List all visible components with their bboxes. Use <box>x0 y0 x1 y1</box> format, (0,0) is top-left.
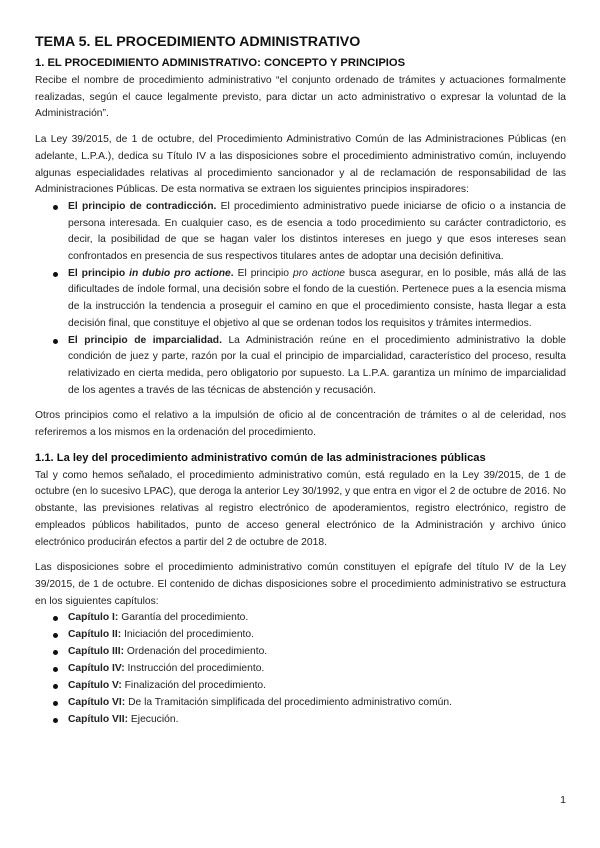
list-item: El principio de contradicción. El procedimiento administrativo puede iniciarse de oficio o a instancia de persona interesada. En cualquier caso, es de esencia a todo procedimiento su carácter contradictorio, es decir, la posibilidad de que se hagan valer los distintos intereses en juego y que esos intereses sean confrontados en presencia de sus respectivos titulares antes de adoptar una decisión definitiva. <box>68 199 566 266</box>
list-item: Capítulo II: Iniciación del procedimiento. <box>68 627 566 644</box>
bullet-icon <box>53 701 58 706</box>
bullet-icon <box>53 633 58 638</box>
bullet-icon <box>53 205 58 210</box>
bullet-icon <box>53 616 58 621</box>
bullet-icon <box>53 684 58 689</box>
list-item: El principio in dubio pro actione. El principio pro actione busca asegurar, en lo posible, más allá de las dificultades de índole formal, una decisión sobre el fondo de la cuestión. Pertenece pues a la esencia misma de la instrucción la tendencia a proseguir el camino en que el procedimiento consiste, hasta llegar a esta decisión final, que constituye el objetivo al que se ordenan todos los requisitos y trámites intermedios. <box>68 266 566 333</box>
bullet-icon <box>53 339 58 344</box>
page-title: TEMA 5. EL PROCEDIMIENTO ADMINISTRATIVO <box>35 34 361 50</box>
section-heading-1-1: 1.1. La ley del procedimiento administrativo común de las administraciones públicas <box>35 451 486 464</box>
list-item: Capítulo VII: Ejecución. <box>68 712 566 729</box>
bullet-icon <box>53 650 58 655</box>
section-heading-1: 1. EL PROCEDIMIENTO ADMINISTRATIVO: CONCEPTO Y PRINCIPIOS <box>35 57 406 69</box>
list-item: Capítulo I: Garantía del procedimiento. <box>68 610 566 627</box>
bullet-icon <box>53 718 58 723</box>
paragraph-ley-39-2015: La Ley 39/2015, de 1 de octubre, del Procedimiento Administrativo Común de las Administraciones Públicas (en adelante, L.P.A.), dedica su Título IV a las disposiciones sobre el procedimiento administrativo común, incluyendo algunas especialidades relativas al procedimiento sancionador y al de reclamación de responsabilidad de las Administraciones Públicas. De esta normativa se extraen los siguientes principios inspiradores: <box>35 134 566 196</box>
paragraph-lpac: Tal y como hemos señalado, el procedimiento administrativo común, está regulado en la Ley 39/2015, de 1 de octubre (en lo sucesivo LPAC), que deroga la anterior Ley 30/1992, y que entra en vigor el 2 de octubre de 2016. No obstante, las previsiones relativas al registro electrónico de apoderamientos, registro electrónico, registro de empleados públicos habilitados, punto de acceso general electrónico de la Administración y archivo único electrónico producirán efectos a partir del 2 de octubre de 2018. <box>35 469 567 548</box>
chapters-list <box>35 610 566 728</box>
list-item: Capítulo V: Finalización del procedimiento. <box>68 678 566 695</box>
list-item: El principio de imparcialidad. La Administración reúne en el procedimiento administrativo la doble condición de juez y parte, razón por la cual el principio de imparcialidad, característico del proceso, resulta relativizado en cierta medida, pero obligatorio por supuesto. La L.P.A. garantiza un mínimo de imparcialidad de los agentes a través de las técnicas de abstención y recusación. <box>68 333 566 400</box>
list-item: Capítulo IV: Instrucción del procedimiento. <box>68 661 566 678</box>
paragraph-otros-principios: Otros principios como el relativo a la impulsión de oficio al de concentración de trámites o al de celeridad, nos referiremos a los mismos en la ordenación del procedimiento. <box>35 410 566 439</box>
principles-list <box>35 199 566 399</box>
page-number: 1 <box>560 794 566 806</box>
paragraph-disposiciones: Las disposiciones sobre el procedimiento administrativo común constituyen el epígrafe del título IV de la Ley 39/2015, de 1 de octubre. El contenido de dichas disposiciones sobre el procedimiento administrativo se estructura en los siguientes capítulos: <box>35 562 566 607</box>
paragraph-definition: Recibe el nombre de procedimiento administrativo “el conjunto ordenado de trámites y actuaciones formalmente realizadas, según el cauce legalmente previsto, para dictar un acto administrativo o expresar la voluntad de la Administración”. <box>35 75 566 120</box>
bullet-icon <box>53 272 58 277</box>
bullet-icon <box>53 667 58 672</box>
list-item: Capítulo III: Ordenación del procedimiento. <box>68 644 566 661</box>
document-page <box>35 34 566 729</box>
list-item: Capítulo VI: De la Tramitación simplificada del procedimiento administrativo común. <box>68 695 566 712</box>
